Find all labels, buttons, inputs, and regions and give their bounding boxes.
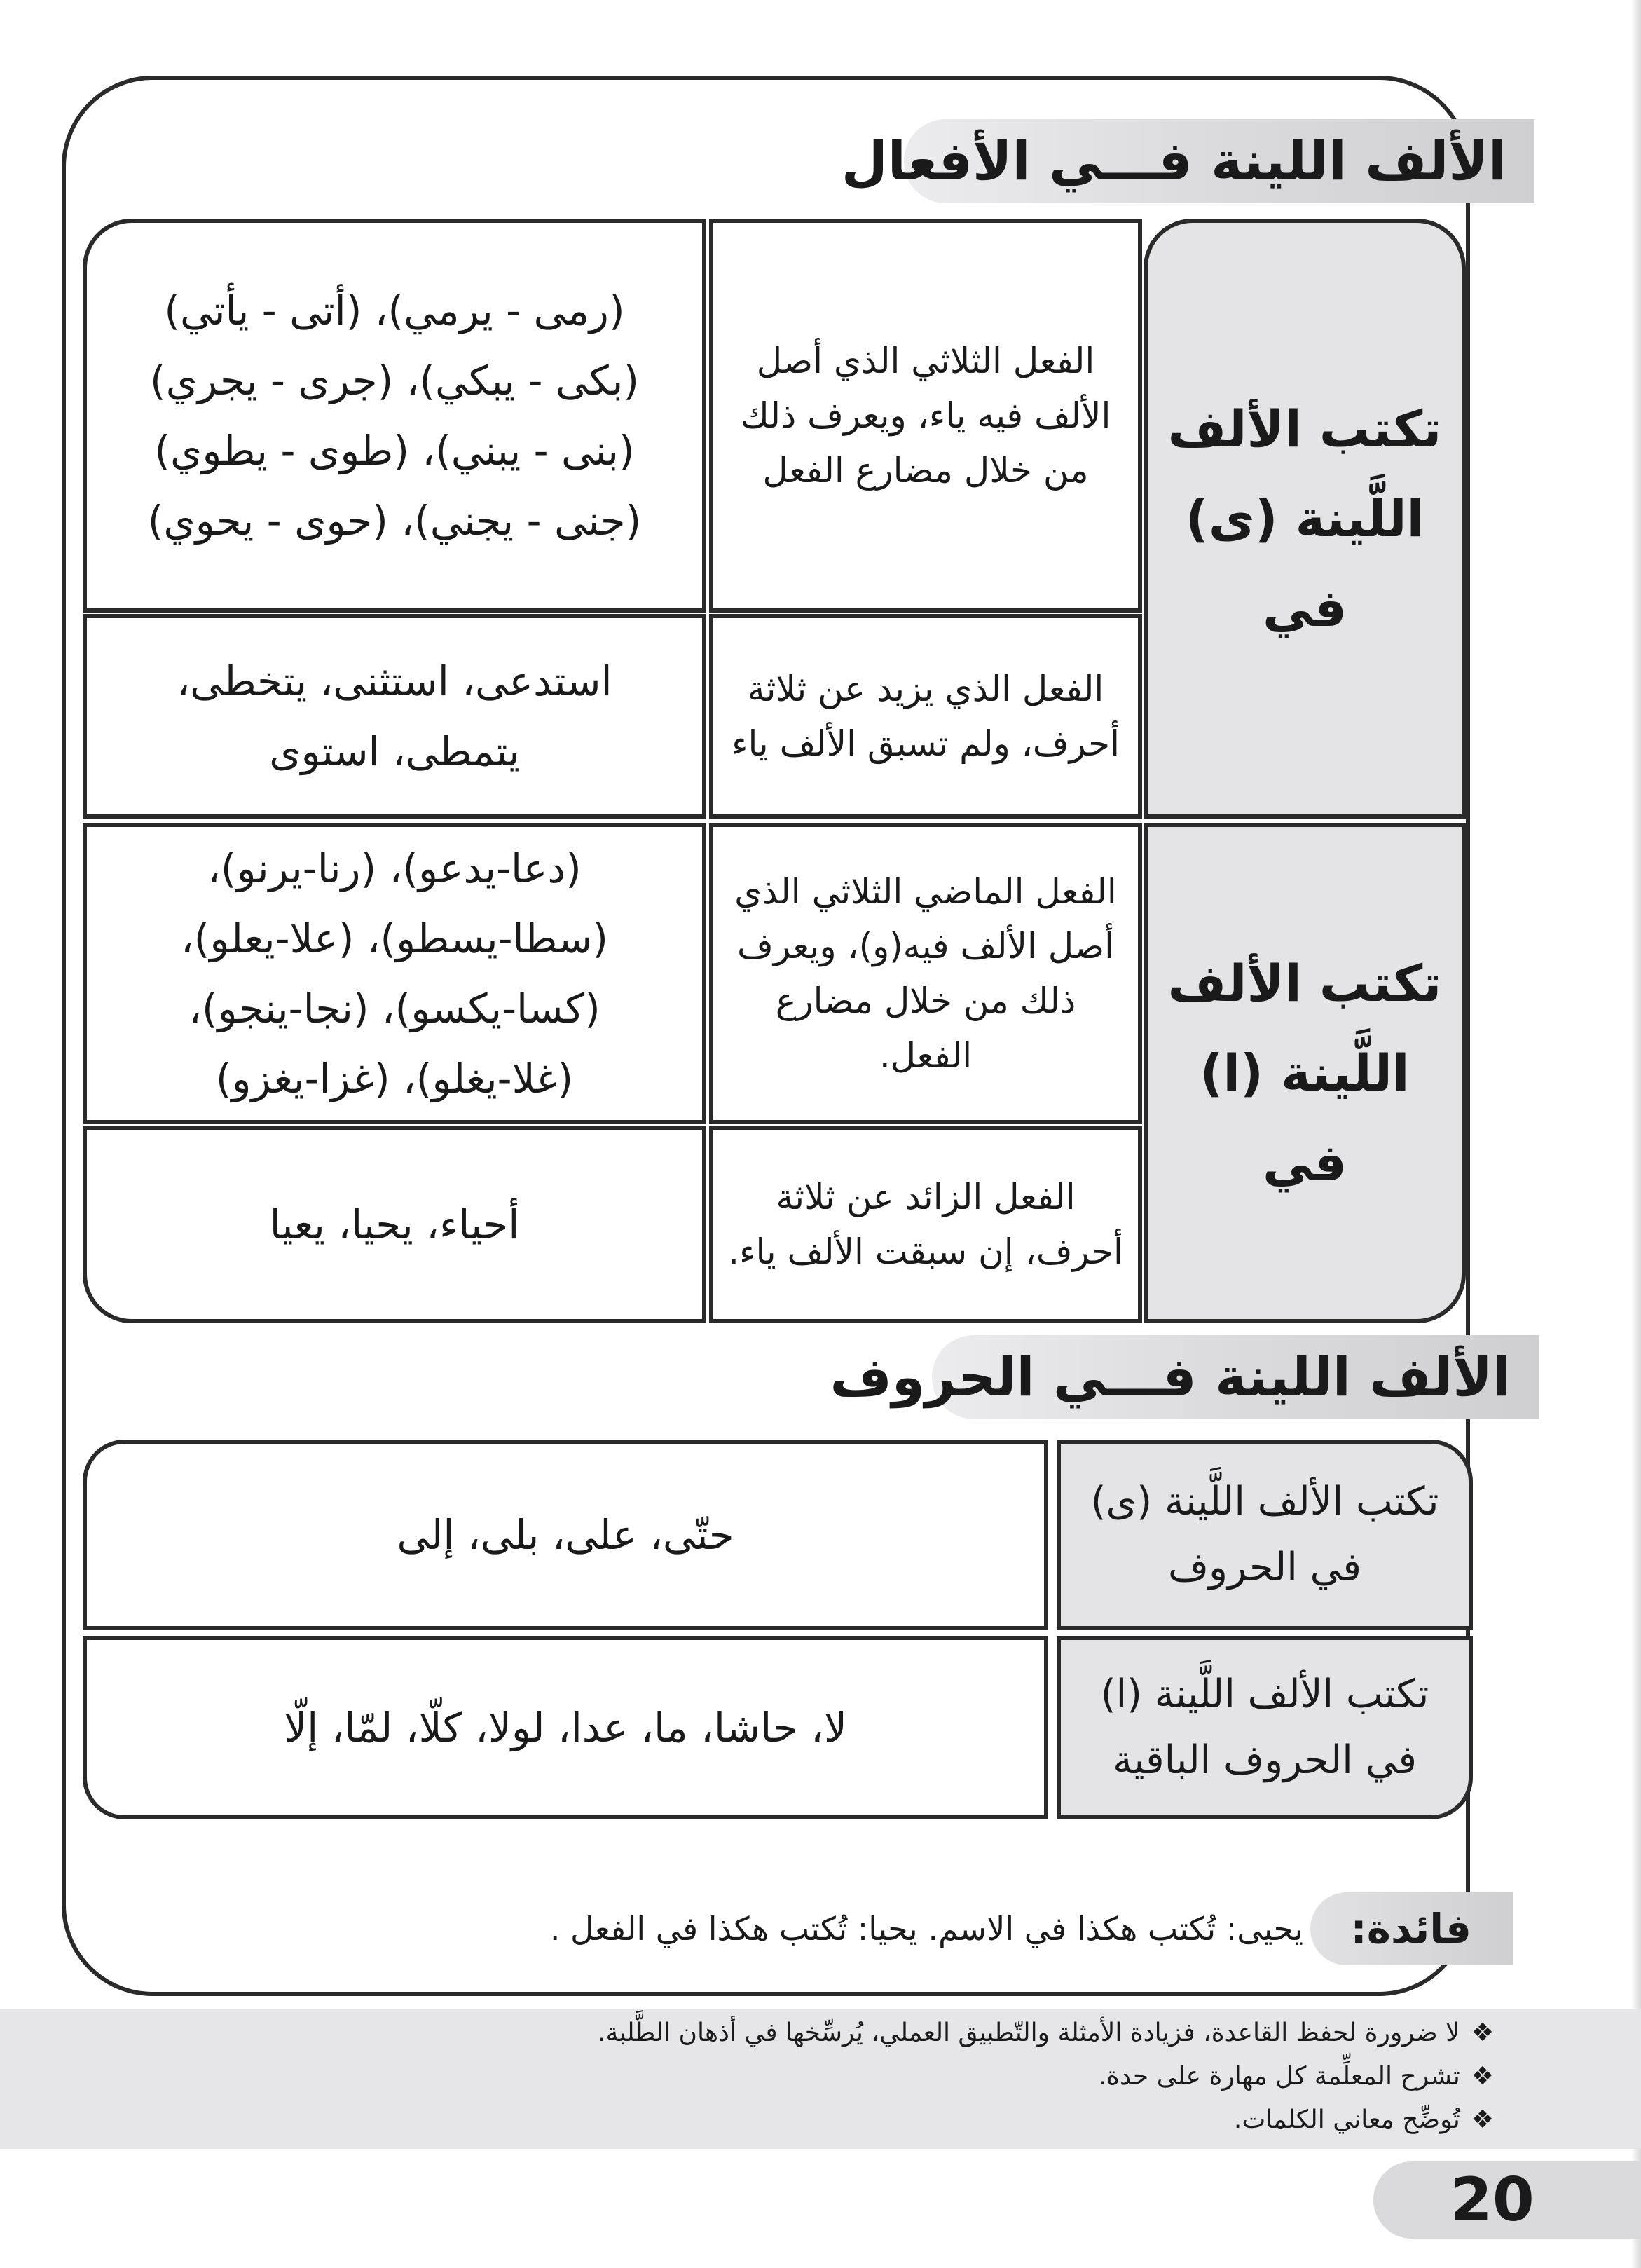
bullet-icon: ❖ (1471, 2018, 1494, 2047)
example-line: أحياء، يحيا، يعيا (269, 1201, 520, 1248)
example-line: (جنى - يجني)، (حوى - يحوي) (147, 497, 642, 545)
rule1-condition1: الفعل الثلاثي الذي أصل الألف فيه ياء، ويعرف ذلك من خلال مضارع الفعل (740, 341, 1111, 491)
note-text: لا ضرورة لحفظ القاعدة، فزيادة الأمثلة والتّطبيق العملي، يُرسِّخها في أذهان الطَّلبة. (598, 2018, 1460, 2047)
example-line: (سطا-يسطو)، (علا-يعلو)، (180, 915, 609, 962)
rule1-label: تكتب الألف اللَّينة (ى) في (1167, 399, 1442, 638)
letters-rule2-label: تكتب الألف اللَّينة (ا) في الحروف الباقية (1100, 1672, 1429, 1783)
section-heading-letters: الألف اللينة فـــي الحروف (932, 1335, 1539, 1419)
rule2-examples2 (87, 1189, 702, 1259)
rule1-condition2: الفعل الذي يزيد عن ثلاثة أحرف، ولم تسبق الألف ياء (732, 669, 1120, 764)
rule1-label-cell (1144, 219, 1466, 819)
note-item (28, 2055, 1494, 2098)
benefit-label: فائدة: (1310, 1892, 1513, 1965)
letters-rule1-label: تكتب الألف اللَّينة (ى) في الحروف (1090, 1479, 1439, 1590)
rule1-condition1-cell (709, 219, 1142, 613)
rule1-condition2-cell (709, 614, 1142, 819)
rule2-condition2: الفعل الزائد عن ثلاثة أحرف، إن سبقت الألف ياء. (728, 1177, 1123, 1272)
rule2-examples1-cell (83, 823, 706, 1124)
bullet-icon: ❖ (1471, 2062, 1494, 2091)
rule1-examples2-cell (83, 614, 706, 819)
example-line: (كسا-يكسو)، (نجا-ينجو)، (188, 985, 600, 1032)
teacher-notes (0, 2009, 1641, 2149)
example-line: (دعا-يدعو)، (رنا-يرنو)، (207, 845, 582, 892)
section-heading-verbs: الألف اللينة فـــي الأفعال (904, 119, 1534, 203)
rule2-condition1-cell (709, 823, 1142, 1124)
letters-rule2-examples-cell (83, 1636, 1048, 1819)
letters-rule1-examples: حتّى، على، بلى، إلى (397, 1511, 734, 1559)
rule2-examples1 (87, 833, 702, 1114)
note-item (28, 2011, 1494, 2055)
rule2-condition2-cell (709, 1126, 1142, 1323)
rule2-condition1: الفعل الماضي الثلاثي الذي أصل الألف فيه(و)، ويعرف ذلك من خلال مضارع الفعل. (734, 871, 1117, 1076)
example-line: استدعى، استثنى، يتخطى، (177, 657, 612, 705)
rule1-examples2 (87, 646, 702, 786)
rule2-label: تكتب الألف اللَّينة (ا) في (1167, 954, 1442, 1192)
letters-rule2-label-cell (1057, 1636, 1473, 1819)
rule2-label-cell (1144, 823, 1466, 1323)
page-edge-shadow (1631, 0, 1641, 2268)
example-line: (غلا-يغلو)، (غزا-يغزو) (215, 1055, 574, 1102)
note-text: تُوضِّح معاني الكلمات. (1233, 2105, 1460, 2134)
bullet-icon: ❖ (1471, 2105, 1494, 2134)
note-item (28, 2098, 1494, 2142)
rule1-examples1-cell (83, 219, 706, 613)
example-line: (بنى - يبني)، (طوى - يطوي) (154, 427, 635, 474)
example-line: (بكى - يبكي)، (جرى - يجري) (149, 357, 640, 404)
benefit-text: يحيى: تُكتب هكذا في الاسم. يحيا: تُكتب هكذا في الفعل . (549, 1910, 1303, 1948)
letters-rule1-label-cell (1057, 1440, 1473, 1630)
page-number: 20 (1450, 2165, 1534, 2235)
letters-rule1-examples-cell (83, 1440, 1048, 1630)
rule2-examples2-cell (83, 1126, 706, 1323)
example-line: يتمطى، استوى (269, 727, 520, 775)
rule1-examples1 (87, 275, 702, 556)
note-text: تشرح المعلِّمة كل مهارة على حدة. (1098, 2062, 1460, 2091)
example-line: (رمى - يرمي)، (أتى - يأتي) (164, 287, 625, 334)
letters-rule2-examples: لا، حاشا، ما، عدا، لولا، كلّا، لمّا، إلّا (284, 1704, 847, 1751)
